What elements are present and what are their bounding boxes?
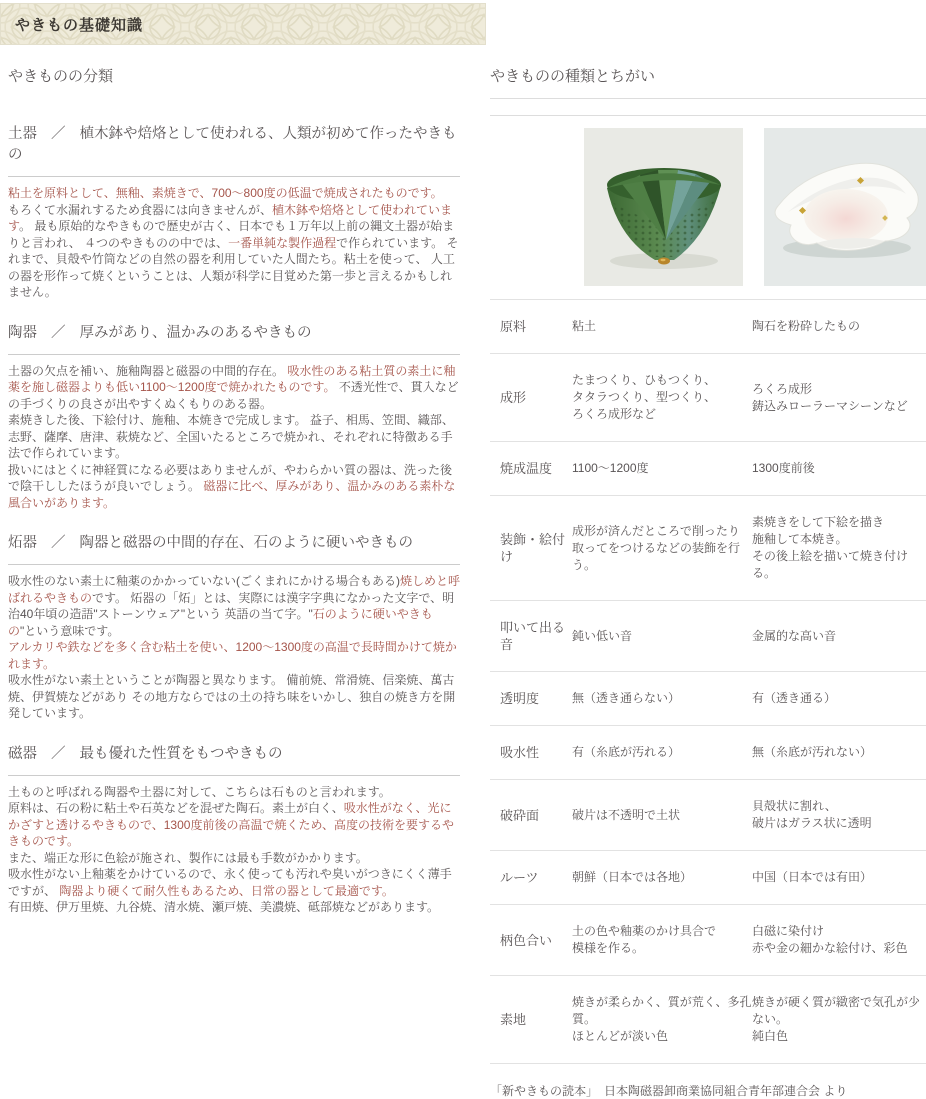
table-row [490, 441, 926, 495]
source-note: 「新やきもの読本」 日本陶磁器卸商業協同組合青年部連合会 より [490, 1084, 848, 1098]
paragraph-segment: 不透光性で、貫入などの手づくりの良さが出やすくぬくもりのある器。 素焼きした後、下絵付け、施釉、本焼きで完成します。 益子、相馬、笠間、織部、志野、薩摩、唐津、萩焼など、全国いたるところで焼かれ、それぞれに特徴ある手法で作られています。 扱いにはとくに神経質になる必要はありませんが、やわらかい質の器は、洗った後で陰干ししたほうが良いでしょう。 [8, 380, 459, 493]
section-separator: ／ [51, 126, 66, 142]
section-paragraph [8, 573, 460, 722]
pottery-bowl-image [584, 128, 743, 286]
table-row [490, 779, 926, 850]
section-4 [8, 742, 460, 916]
paragraph-segment: 土ものと呼ばれる陶器や土器に対して、こちらは石ものと言われます。 原料は、石の粉に粘土や石英などを混ぜた陶石。素土が白く、 [8, 784, 391, 815]
table-row [490, 600, 926, 671]
porcelain-value: 陶石を粉砕したもの [752, 319, 861, 333]
row-label: ルーツ [500, 870, 539, 885]
section-divider [8, 354, 460, 355]
section-3 [8, 531, 460, 722]
row-label: 原料 [500, 319, 527, 334]
pottery-value: 土の色や釉薬のかけ具合で 模様を作る。 [572, 924, 717, 955]
row-label: 叩いて出る音 [500, 620, 566, 652]
section-subtitle: 植木鉢や焙烙として使われる、人類が初めて作ったやきもの [8, 126, 457, 163]
row-label: 成形 [500, 390, 527, 405]
paragraph-segment: 土器の欠点を補い、施釉陶器と磁器の中間的存在。 [8, 363, 288, 378]
row-label: 破砕面 [500, 807, 540, 823]
section-term: 陶器 [8, 324, 37, 341]
porcelain-value: 有（透き通る） [752, 691, 837, 705]
section-heading [8, 531, 460, 564]
pottery-value: 成形が済んだところで削ったり 取ってをつけるなどの装飾を行う。 [572, 523, 741, 572]
paragraph-segment: で作られています。 それまで、貝殻や竹筒などの自然の器を利用していた人間たち。粘土を使って、 人工の器を形作って焼くということは、人類が科学に目覚めた第一歩と言えるかもしれません。 [8, 235, 459, 299]
table-row [490, 299, 926, 353]
section-heading [8, 321, 460, 354]
row-label: 柄色合い [500, 932, 553, 948]
row-label: 透明度 [500, 691, 540, 706]
section-divider [8, 775, 460, 776]
paragraph-segment: 吸水性がなく、光にかざすと透けるやきもので、1300度前後の高温で焼くため、高度の技術を要するやきものです。 [8, 801, 454, 848]
section-divider [8, 176, 460, 177]
comparison-heading: やきものの種類とちがい [490, 68, 656, 85]
section-term: 土器 [8, 126, 37, 142]
pottery-value: 1100～1200度 [572, 461, 649, 475]
paragraph-segment: 粘土を原料として、無釉、素焼きで、700～800度の低温で焼成されたものです。 [8, 186, 443, 200]
paragraph-segment: です。 炻器の「炻」とは、実際には漢字字典になかった文字で、明治40年頃の造語"ストーンウェア"という 英語の当て字。" [8, 590, 455, 621]
paragraph-segment: 石のように硬いやきもの [8, 607, 433, 638]
porcelain-value: 素焼きをして下絵を描き 施釉して本焼き。 その後上絵を描いて焼き付ける。 [752, 515, 909, 580]
section-subtitle: 厚みがあり、温かみのあるやきもの [79, 324, 312, 341]
table-row [490, 671, 926, 725]
porcelain-value: 貝殻状に割れ、 破片はガラス状に透明 [752, 799, 872, 830]
section-heading [8, 122, 460, 176]
row-label: 吸水性 [500, 745, 540, 760]
pottery-value: 破片は不透明で土状 [572, 807, 681, 822]
paragraph-segment: 吸水性のある粘土質の素土に釉薬を施し磁器よりも低い1100～1200度で焼かれたものです。 [8, 363, 456, 394]
classification-heading: やきものの分類 [8, 68, 114, 85]
paragraph-segment: また、端正な形に色絵が施され、製作には最も手数がかかります。 吸水性がない上釉薬をかけているので、永く使っても汚れや臭いがつきにくく薄手ですが、 [8, 850, 452, 898]
porcelain-value: 白磁に染付け 赤や金の細かな絵付け、彩色 [752, 924, 908, 955]
table-row [490, 353, 926, 441]
section-heading [8, 742, 460, 775]
section-1 [8, 122, 460, 301]
porcelain-value: 焼きが硬く質が緻密で気孔が少ない。 純白色 [752, 995, 921, 1043]
table-row [490, 904, 926, 975]
paragraph-segment: "という意味です。 [20, 623, 120, 638]
section-separator: ／ [51, 535, 66, 551]
porcelain-value: 1300度前後 [752, 461, 815, 475]
pottery-value: たまつくり、ひもつくり、 タタラつくり、型つくり、 ろくろ成形など [572, 373, 717, 421]
porcelain-value: 無（糸底が汚れない） [752, 745, 873, 759]
section-term: 磁器 [8, 745, 37, 762]
page-header [0, 3, 486, 45]
section-subtitle: 最も優れた性質をもつやきもの [79, 745, 283, 762]
paragraph-segment: 植木鉢や焙烙として使われています [8, 202, 453, 233]
divider [490, 1063, 926, 1064]
pottery-images-row [490, 116, 926, 299]
porcelain-dish-image [764, 128, 923, 286]
comparison-column [490, 60, 926, 1099]
row-label: 素地 [500, 1012, 527, 1027]
paragraph-segment: 有田焼、伊万里焼、九谷焼、清水焼、瀬戸焼、美濃焼、砥部焼などがあります。 [8, 900, 440, 914]
section-term: 炻器 [8, 535, 37, 551]
white-porcelain-dish-illustration [764, 128, 926, 286]
section-paragraph [8, 784, 460, 916]
pottery-value: 粘土 [572, 319, 597, 333]
pottery-value: 無（透き通らない） [572, 691, 681, 705]
row-label: 装飾・絵付け [500, 532, 566, 564]
table-row [490, 495, 926, 600]
paragraph-segment: 。 最も原始的なやきもので歴史が古く、日本でも１万年以上前の縄文土器が始まりと言われ、 ４つのやきものの中では、 [8, 219, 455, 250]
classification-column [8, 60, 460, 936]
porcelain-value: 金属的な高い音 [752, 628, 837, 643]
section-separator: ／ [51, 745, 66, 762]
table-row [490, 725, 926, 779]
paragraph-segment: もろくて水漏れするため食器には向きませんが、 [8, 202, 273, 217]
paragraph-segment: 焼しめと呼ばれるやきもの [8, 574, 461, 605]
section-separator: ／ [51, 324, 66, 341]
table-row [490, 975, 926, 1063]
section-paragraph [8, 363, 460, 512]
page-title: やきもの基礎知識 [15, 17, 144, 34]
paragraph-segment: 磁器に比べ、厚みがあり、温かみのある素朴な風合いがあります。 [8, 479, 456, 510]
paragraph-segment: 一番単純な製作過程 [228, 235, 337, 250]
pottery-value: 焼きが柔らかく、質が荒く、多孔質。 ほとんどが淡い色 [572, 995, 752, 1043]
spacer [490, 99, 926, 115]
paragraph-segment: 吸水性がない素土ということが陶器と異なります。 備前焼、常滑焼、信楽焼、萬古焼、伊賀焼などがあり その地方ならではの土の持ち味をいかし、独自の焼き方を開発しています。 [8, 673, 456, 720]
classification-sections [8, 122, 460, 916]
green-oribe-bowl-illustration [584, 128, 743, 286]
paragraph-segment: アルカリや鉄などを多く含む粘土を使い、1200～1300度の高温で長時間かけて焼かれます。 [8, 640, 457, 671]
porcelain-value: 中国（日本では有田） [752, 870, 873, 884]
section-divider [8, 564, 460, 565]
pottery-value: 鈍い低い音 [572, 628, 633, 643]
section-2 [8, 321, 460, 512]
pottery-value: 朝鮮（日本では各地） [572, 870, 693, 884]
table-row [490, 850, 926, 904]
paragraph-segment: 陶器より硬くて耐久性もあるため、日常の器として最適です。 [59, 883, 394, 898]
porcelain-value: ろくろ成形 鋳込みローラーマシーンなど [752, 381, 908, 413]
paragraph-segment: 吸水性のない素土に釉薬のかかっていない(ごくまれにかける場合もある) [8, 574, 400, 588]
pottery-value: 有（糸底が汚れる） [572, 745, 681, 759]
comparison-table [490, 299, 926, 1063]
section-subtitle: 陶器と磁器の中間的存在、石のように硬いやきもの [79, 535, 413, 551]
section-paragraph [8, 185, 460, 301]
row-label: 焼成温度 [500, 461, 553, 476]
